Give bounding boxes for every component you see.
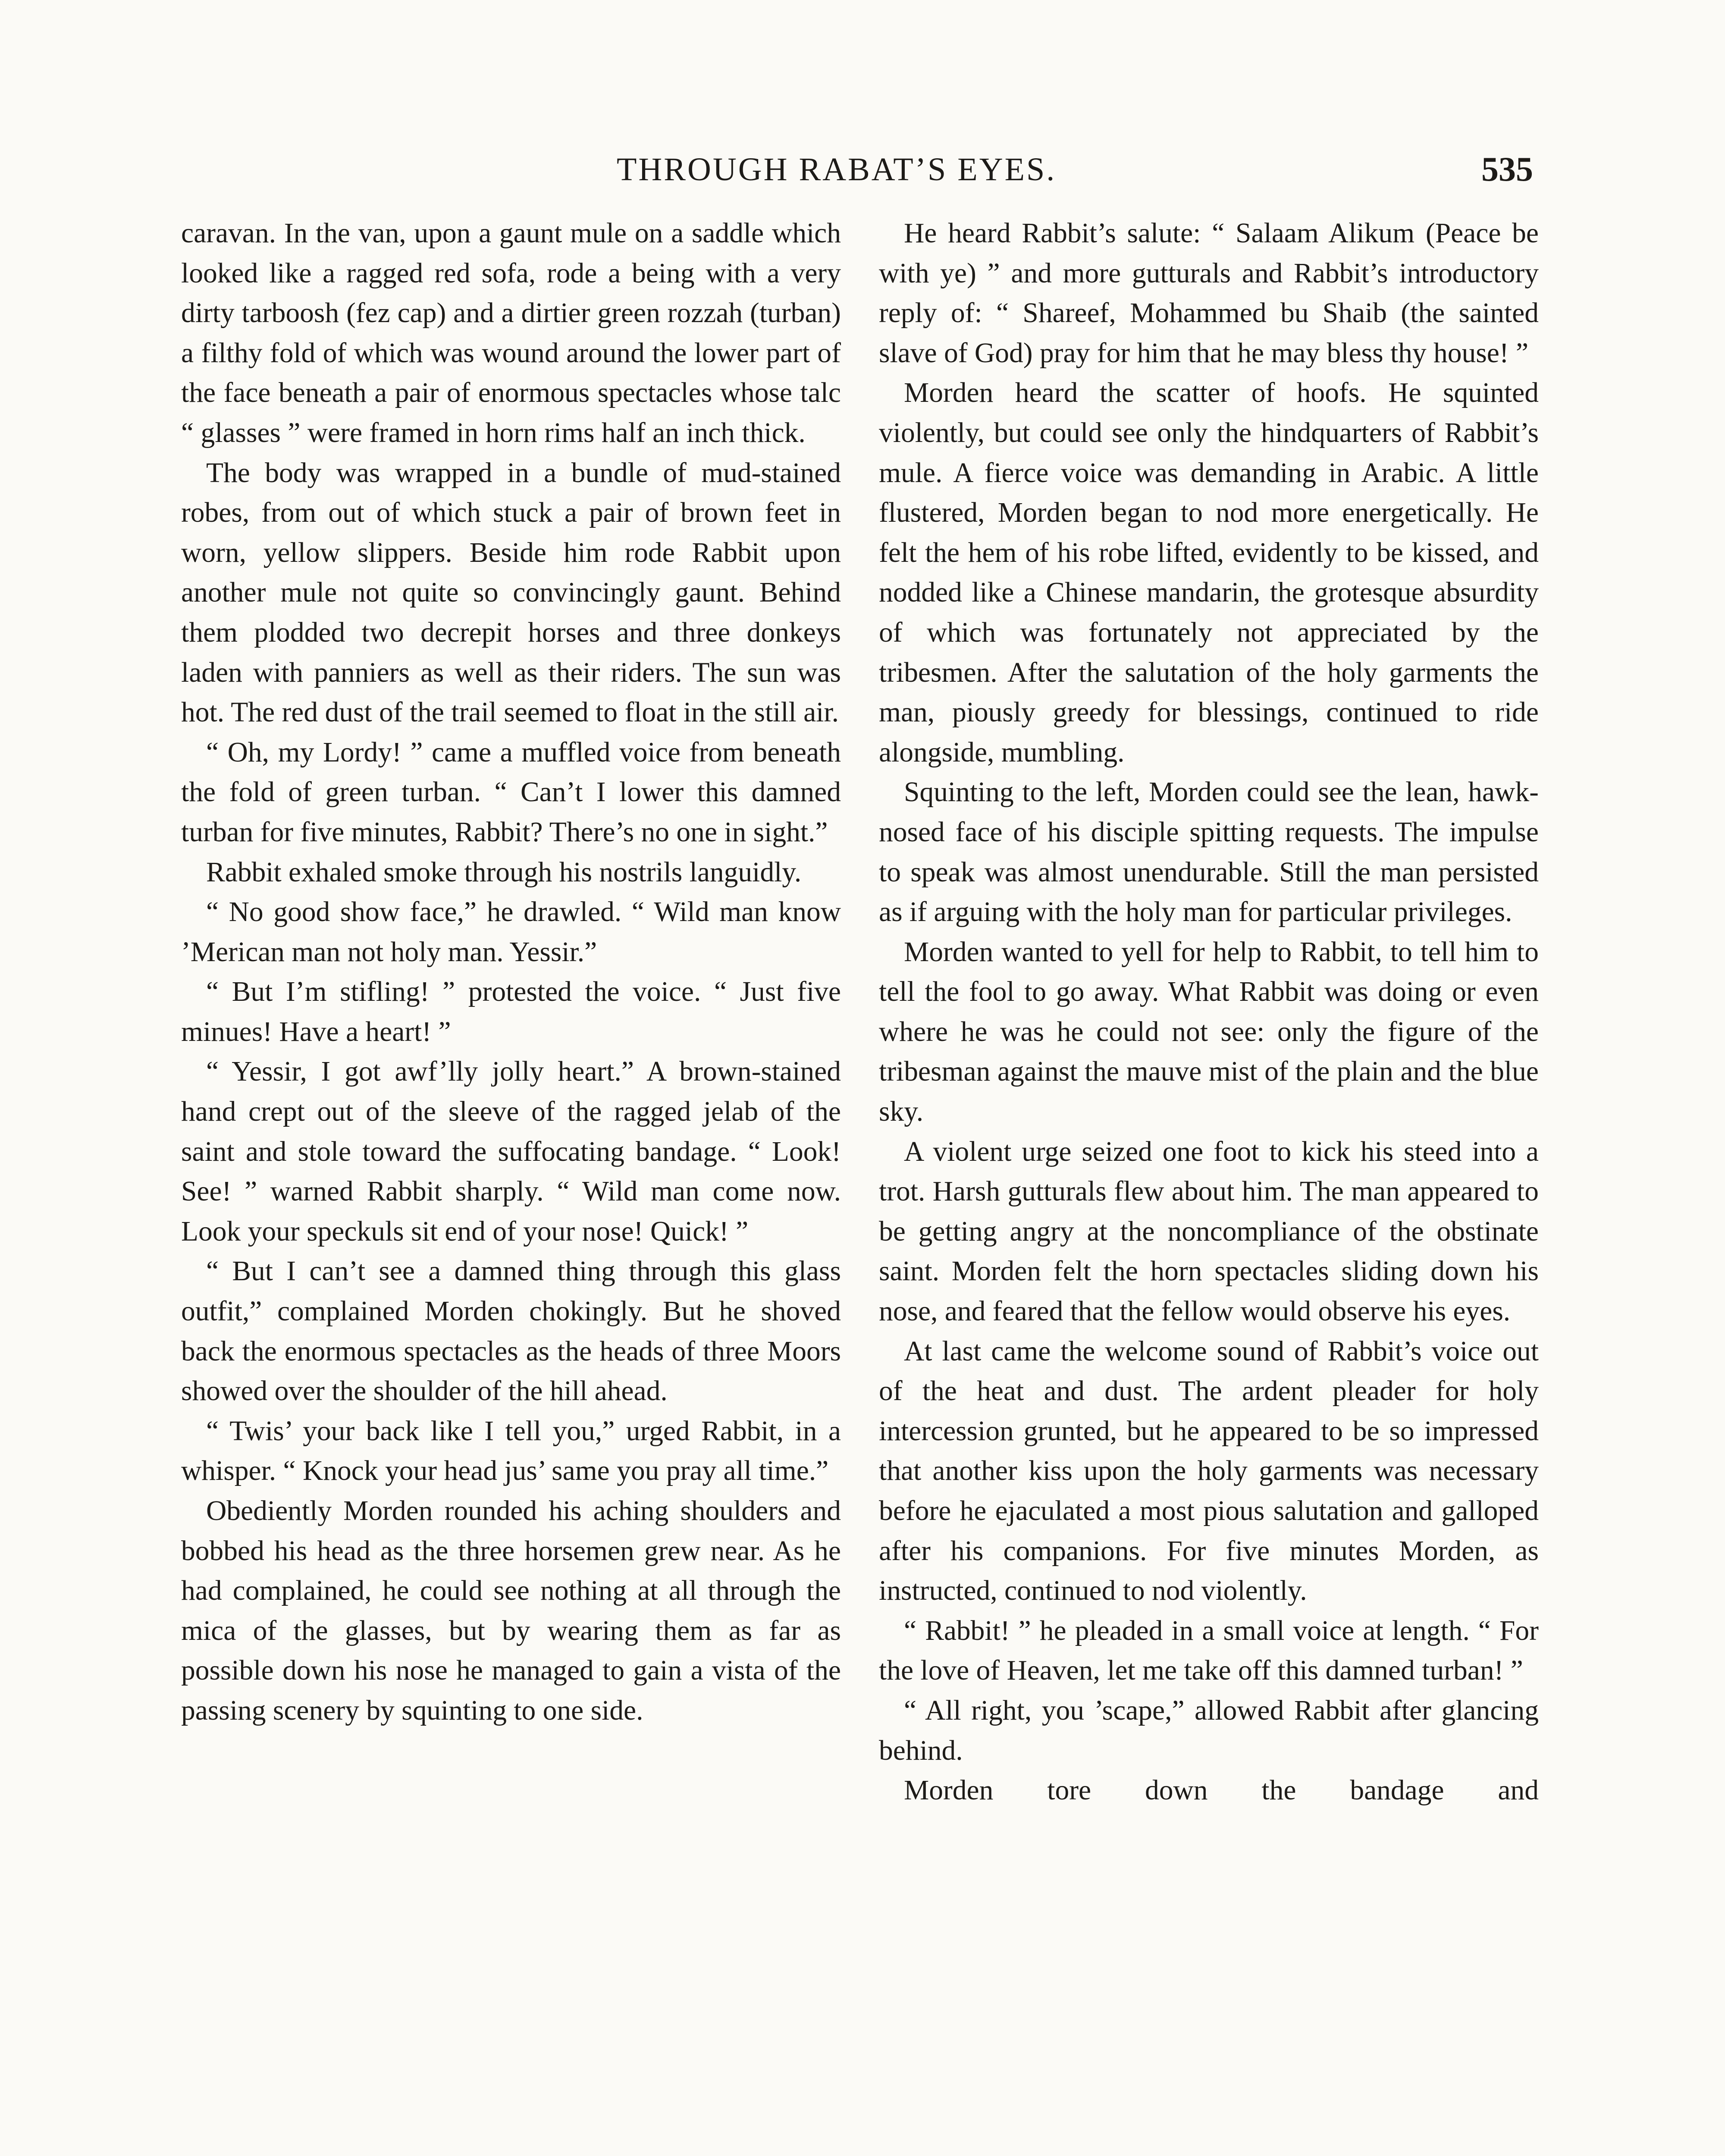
- paragraph: A violent urge seized one foot to kick his steed into a trot. Harsh gutturals flew about him. The man appeared to be getting angry at the noncompliance of the obstinate saint. Morden felt the horn spectacles sliding down his nose, and feared that the fellow would observe his eyes.: [879, 1136, 1539, 1327]
- paragraph: “ Rabbit! ” he pleaded in a small voice at length. “ For the love of Heaven, let me take off this damned turban! ”: [879, 1615, 1539, 1686]
- paragraph: Obediently Morden rounded his aching shoulders and bobbed his head as the three horsemen grew near. As he had complained, he could see nothing at all through the mica of the glasses, but by wearing them as far as possible down his nose he managed to gain a vista of the passing scenery by squinting to one side.: [181, 1495, 841, 1726]
- paragraph: “ But I can’t see a damned thing through this glass outfit,” complained Morden chokingly. But he shoved back the enormous spectacles as the heads of three Moors showed over the shoulder of the hill ahead.: [181, 1256, 841, 1407]
- paragraph: He heard Rabbit’s salute: “ Salaam Alikum (Peace be with ye) ” and more gutturals and Rabbit’s introductory reply of: “ Shareef, Mohammed bu Shaib (the sainted slave of God) pray for him that he may bless thy house! ”: [879, 218, 1539, 369]
- paragraph: At last came the welcome sound of Rabbit’s voice out of the heat and dust. The ardent pleader for holy intercession grunted, but he appeared to be so impressed that another kiss upon the holy garments was necessary before he ejaculated a most pious salutation and galloped after his companions. For five minutes Morden, as instructed, continued to nod violently.: [879, 1335, 1539, 1607]
- paragraph: caravan. In the van, upon a gaunt mule on a saddle which looked like a ragged red sofa, rode a being with a very dirty tarboosh (fez cap) and a dirtier green rozzah (turban) a filthy fold of which was wound around the lower part of the face beneath a pair of enormous spectacles whose talc “ glasses ” were framed in horn rims half an inch thick.: [181, 218, 841, 448]
- running-title: THROUGH RABAT’S EYES.: [617, 151, 1057, 188]
- paragraph: “ All right, you ’scape,” allowed Rabbit after glancing behind.: [879, 1695, 1539, 1766]
- page-number: 535: [1481, 150, 1533, 188]
- paragraph: Morden wanted to yell for help to Rabbit, to tell him to tell the fool to go away. What Rabbit was doing or even where he was he could not see: only the figure of the tribesman against the mauve mist of the plain and the blue sky.: [879, 936, 1539, 1128]
- paragraph: Morden heard the scatter of hoofs. He squinted violently, but could see only the hindquarters of Rabbit’s mule. A fierce voice was demanding in Arabic. A little flustered, Morden began to nod more energetically. He felt the hem of his robe lifted, evidently to be kissed, and nodded like a Chinese mandarin, the grotesque absurdity of which was fortunately not appreciated by the tribesmen. After the salutation of the holy garments the man, piously greedy for blessings, continued to ride alongside, mumbling.: [879, 377, 1539, 768]
- paragraph: “ But I’m stifling! ” protested the voice. “ Just five minues! Have a heart! ”: [181, 976, 841, 1047]
- paragraph: “ Yessir, I got awf’lly jolly heart.” A brown-stained hand crept out of the sleeve of the ragged jelab of the saint and stole toward the suffocating bandage. “ Look! See! ” warned Rabbit sharply. “ Wild man come now. Look your speckuls sit end of your nose! Quick! ”: [181, 1056, 841, 1247]
- paragraph: Rabbit exhaled smoke through his nostrils languidly.: [206, 856, 802, 888]
- paragraph: “ No good show face,” he drawled. “ Wild man know ’Merican man not holy man. Yessir.”: [181, 896, 841, 968]
- paragraph: “ Oh, my Lordy! ” came a muffled voice from beneath the fold of green turban. “ Can’t I lower this damned turban for five minutes, Rabbit? There’s no one in sight.”: [181, 736, 841, 848]
- left-column: [181, 213, 841, 1731]
- right-column: [879, 213, 1539, 1811]
- paragraph: Morden tore down the bandage and: [904, 1775, 1539, 1806]
- page-header: [0, 146, 1725, 193]
- paragraph: The body was wrapped in a bundle of mud-stained robes, from out of which stuck a pair of brown feet in worn, yellow slippers. Beside him rode Rabbit upon another mule not quite so convincingly gaunt. Behind them plodded two decrepit horses and three donkeys laden with panniers as well as their riders. The sun was hot. The red dust of the trail seemed to float in the still air.: [181, 457, 841, 728]
- paragraph: Squinting to the left, Morden could see the lean, hawk-nosed face of his disciple spitting requests. The impulse to speak was almost unendurable. Still the man persisted as if arguing with the holy man for particular privileges.: [879, 777, 1539, 928]
- paragraph: “ Twis’ your back like I tell you,” urged Rabbit, in a whisper. “ Knock your head jus’ same you pray all time.”: [181, 1415, 841, 1487]
